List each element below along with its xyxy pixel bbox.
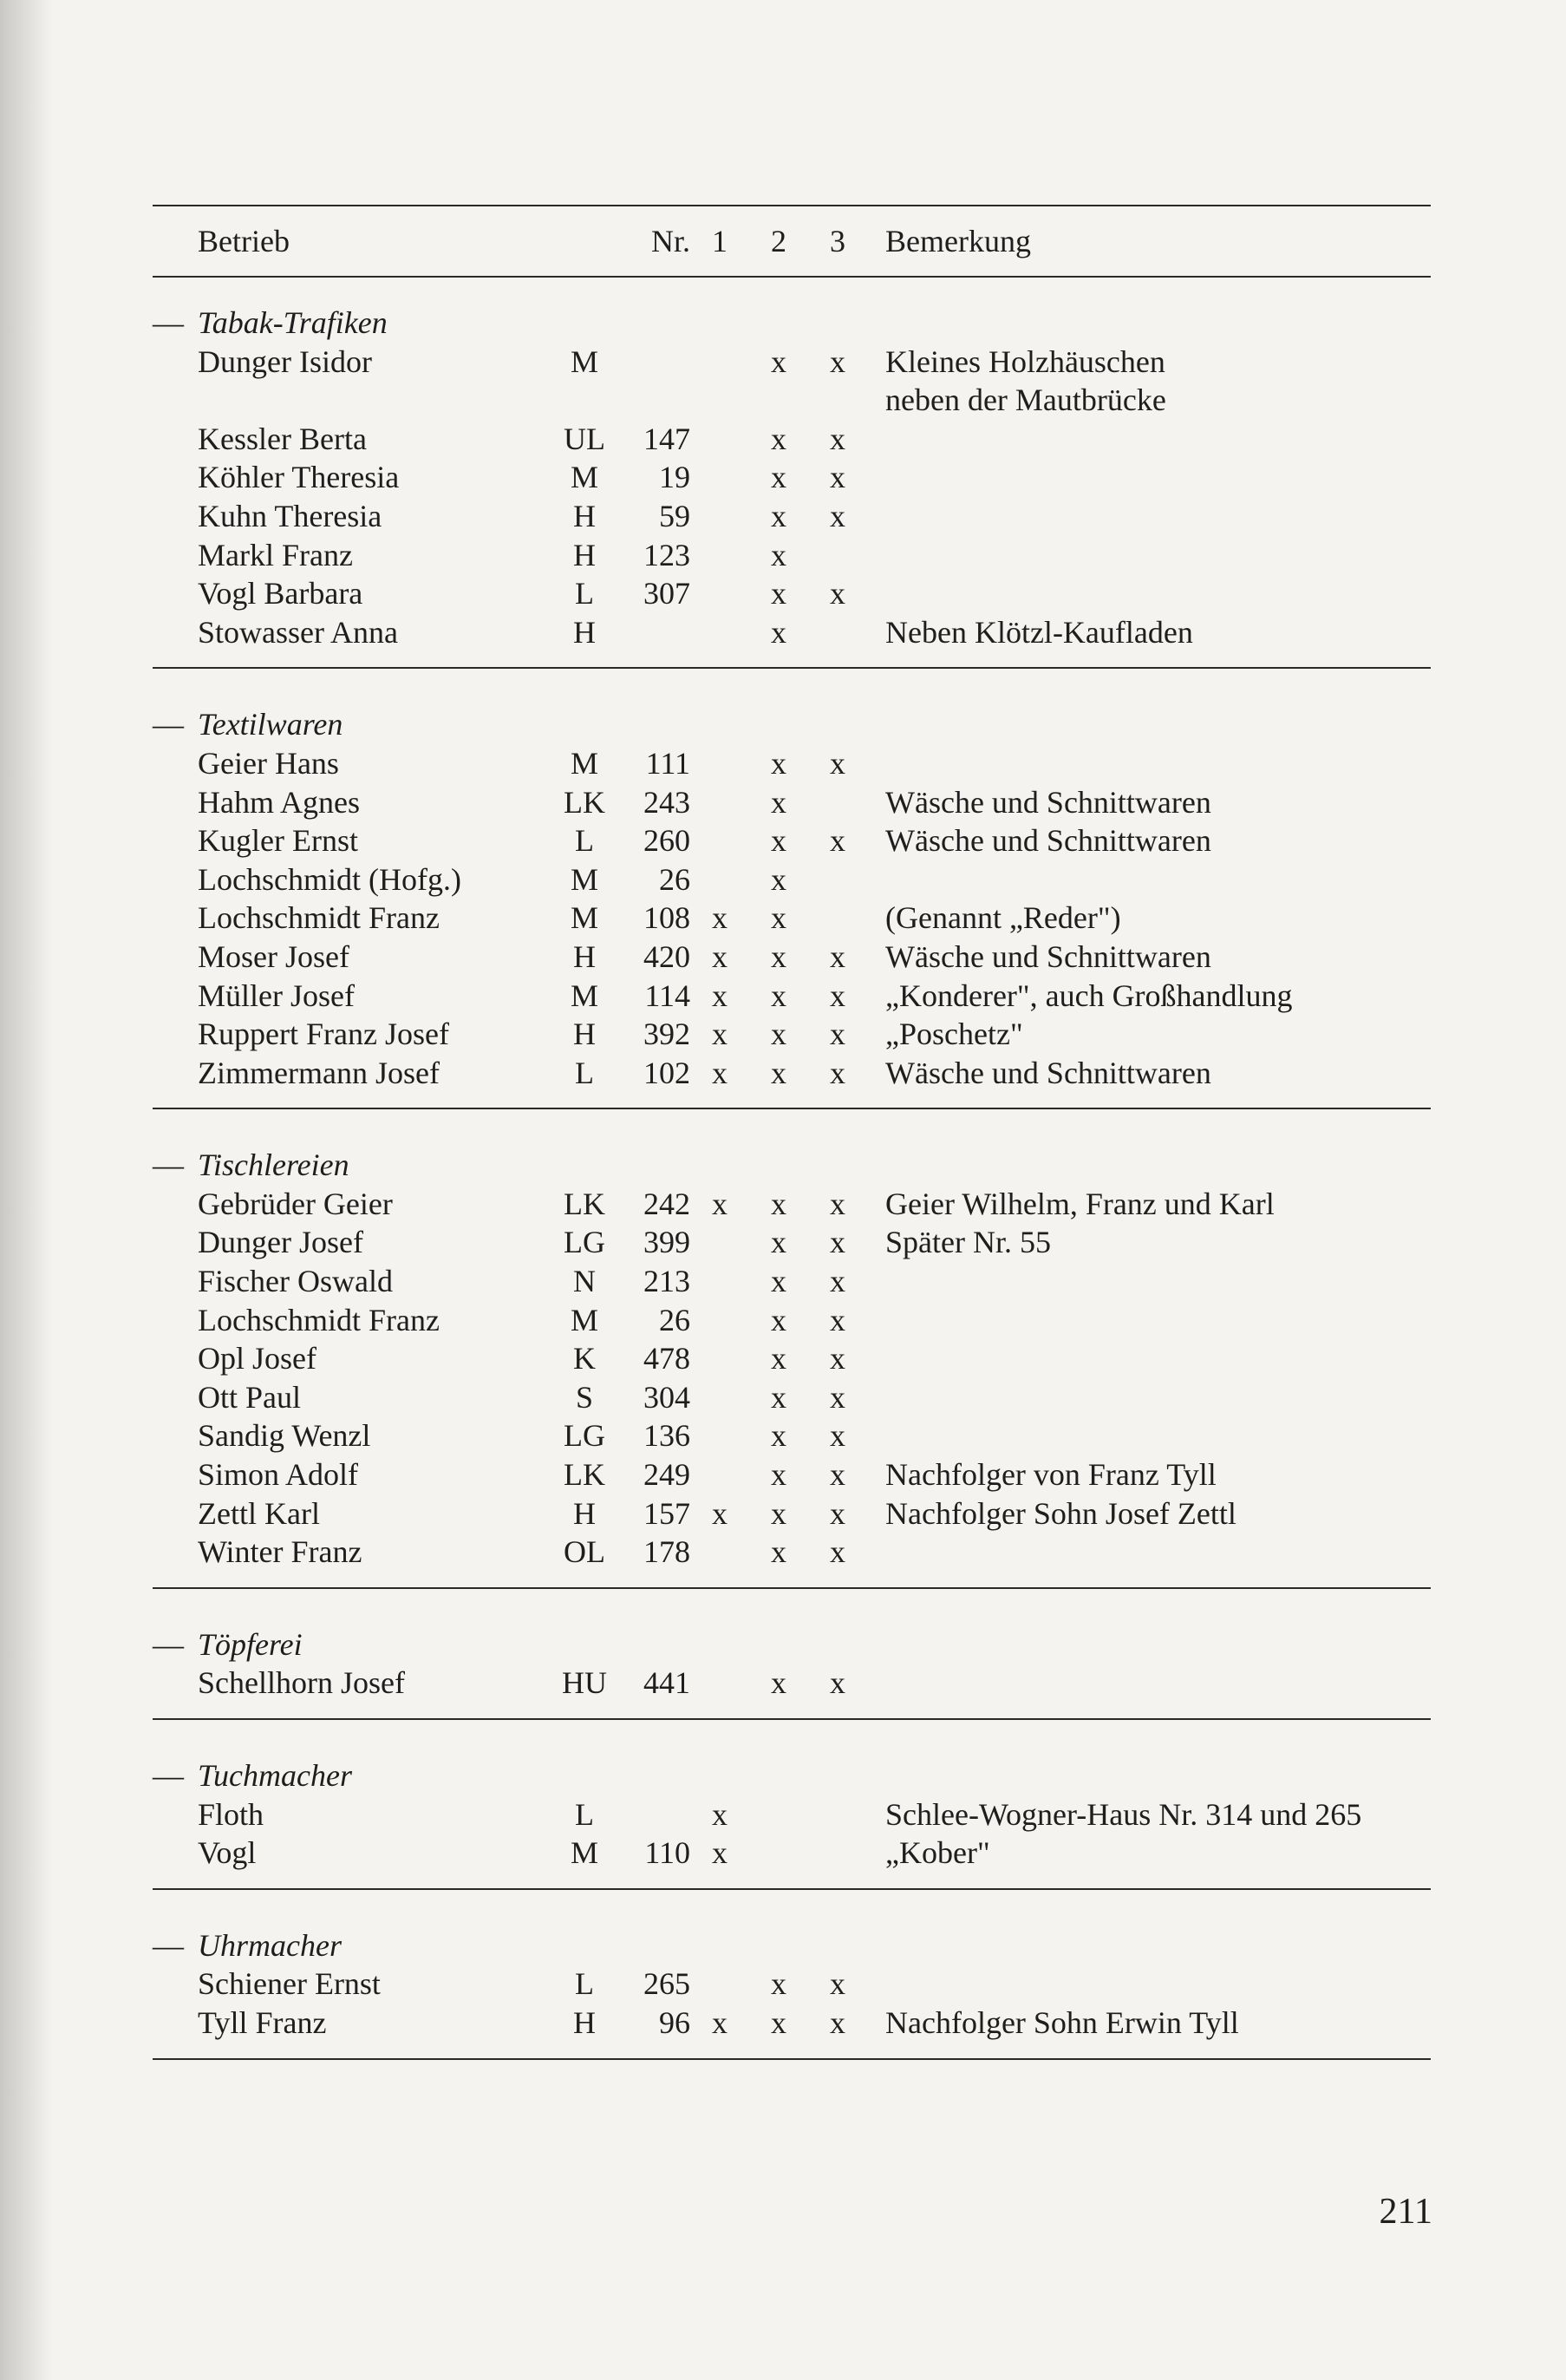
cell-col-2: x xyxy=(771,1055,786,1090)
cell-nr: 441 xyxy=(643,1665,690,1701)
cell-col-3: x xyxy=(830,576,845,611)
header-col-1: 1 xyxy=(712,224,728,258)
table-row xyxy=(153,574,1431,613)
cell-nr: 265 xyxy=(643,1966,690,2002)
table-row xyxy=(153,860,1431,899)
cell-col-3: x xyxy=(830,1379,845,1415)
cell-col-3: x xyxy=(830,1665,845,1701)
cell-code: M xyxy=(570,978,598,1013)
cell-name: Vogl xyxy=(198,1835,257,1871)
category-section xyxy=(153,1890,1431,2058)
cell-name: Ruppert Franz Josef xyxy=(198,1017,449,1052)
cell-nr: 243 xyxy=(643,784,690,820)
category-heading xyxy=(153,1756,1431,1795)
cell-name: Winter Franz xyxy=(198,1534,362,1570)
business-table xyxy=(153,205,1431,2060)
cell-remark: Wäsche und Schnittwaren xyxy=(885,784,1211,820)
cell-nr: 26 xyxy=(659,1302,690,1337)
cell-col-3: x xyxy=(830,823,845,859)
table-row xyxy=(153,1664,1431,1703)
cell-remark: Kleines Holzhäuschen xyxy=(885,343,1165,379)
cell-col-1: x xyxy=(712,978,728,1013)
cell-code: M xyxy=(570,745,598,781)
cell-col-3: x xyxy=(830,1017,845,1052)
cell-col-3: x xyxy=(830,1225,845,1260)
cell-col-1: x xyxy=(712,1495,728,1531)
table-row xyxy=(153,1795,1431,1834)
cell-col-2: x xyxy=(771,900,786,936)
cell-name: Stowasser Anna xyxy=(198,614,398,650)
cell-nr: 26 xyxy=(659,861,690,897)
table-row xyxy=(153,1455,1431,1494)
cell-col-1: x xyxy=(712,1017,728,1052)
cell-nr: 19 xyxy=(659,460,690,495)
cell-name: Kuhn Theresia xyxy=(198,498,382,533)
table-row xyxy=(153,1494,1431,1533)
cell-name: Müller Josef xyxy=(198,978,355,1013)
cell-col-2: x xyxy=(771,1495,786,1531)
cell-col-3: x xyxy=(830,1264,845,1299)
cell-name: Zimmermann Josef xyxy=(198,1055,440,1090)
cell-name: Dunger Josef xyxy=(198,1225,363,1260)
cell-col-2: x xyxy=(771,1017,786,1052)
cell-remark: Neben Klötzl-Kaufladen xyxy=(885,614,1193,650)
table-row xyxy=(153,783,1431,822)
cell-name: Hahm Agnes xyxy=(198,784,360,820)
cell-col-2: x xyxy=(771,421,786,456)
cell-col-2: x xyxy=(771,2004,786,2040)
cell-code: M xyxy=(570,1835,598,1871)
table-row xyxy=(153,1378,1431,1417)
cell-name: Geier Hans xyxy=(198,745,339,781)
cell-col-1: x xyxy=(712,1835,728,1871)
cell-code: HU xyxy=(562,1665,607,1701)
cell-remark: neben der Mautbrücke xyxy=(885,382,1166,418)
cell-col-3: x xyxy=(830,1457,845,1493)
cell-remark: „Poschetz" xyxy=(885,1017,1023,1052)
cell-remark: Geier Wilhelm, Franz und Karl xyxy=(885,1186,1275,1221)
cell-col-2: x xyxy=(771,343,786,379)
cell-remark: Später Nr. 55 xyxy=(885,1225,1051,1260)
category-heading xyxy=(153,1926,1431,1965)
cell-name: Lochschmidt Franz xyxy=(198,1302,440,1337)
category-section xyxy=(153,1589,1431,1718)
category-heading xyxy=(153,1625,1431,1664)
cell-name: Floth xyxy=(198,1796,264,1832)
cell-code: M xyxy=(570,861,598,897)
cell-name: Fischer Oswald xyxy=(198,1264,393,1299)
cell-code: OL xyxy=(564,1534,605,1570)
category-dash: — xyxy=(153,1626,184,1662)
cell-nr: 123 xyxy=(643,537,690,572)
table-row xyxy=(153,343,1431,382)
cell-code: LK xyxy=(564,1457,605,1493)
cell-remark: Nachfolger von Franz Tyll xyxy=(885,1457,1217,1493)
cell-col-2: x xyxy=(771,576,786,611)
cell-col-2: x xyxy=(771,1457,786,1493)
cell-col-3: x xyxy=(830,1495,845,1531)
cell-col-3: x xyxy=(830,1418,845,1454)
cell-col-2: x xyxy=(771,1418,786,1454)
table-row xyxy=(153,1054,1431,1093)
cell-code: L xyxy=(575,576,594,611)
table-row xyxy=(153,381,1431,420)
cell-name: Schellhorn Josef xyxy=(198,1665,405,1701)
header-col-2: 2 xyxy=(771,224,786,258)
header-betrieb: Betrieb xyxy=(198,224,290,258)
cell-col-1: x xyxy=(712,1796,728,1832)
table-row xyxy=(153,821,1431,860)
cell-code: M xyxy=(570,343,598,379)
cell-code: UL xyxy=(564,421,605,456)
table-row xyxy=(153,744,1431,783)
cell-code: LG xyxy=(564,1225,605,1260)
category-dash: — xyxy=(153,1758,184,1793)
table-row xyxy=(153,1834,1431,1873)
page-number: 211 xyxy=(1379,2192,1432,2232)
cell-remark: Wäsche und Schnittwaren xyxy=(885,1055,1211,1090)
cell-code: LK xyxy=(564,1186,605,1221)
cell-col-2: x xyxy=(771,498,786,533)
page-edge-shadow xyxy=(0,0,52,2380)
table-row xyxy=(153,899,1431,938)
table-header xyxy=(153,206,1431,276)
cell-code: LK xyxy=(564,784,605,820)
cell-remark: Schlee-Wogner-Haus Nr. 314 und 265 xyxy=(885,1796,1362,1832)
cell-col-1: x xyxy=(712,2004,728,2040)
category-section xyxy=(153,278,1431,667)
cell-code: S xyxy=(575,1379,594,1415)
table-row xyxy=(153,420,1431,459)
category-dash: — xyxy=(153,305,184,340)
cell-nr: 304 xyxy=(643,1379,690,1415)
cell-nr: 102 xyxy=(643,1055,690,1090)
cell-name: Gebrüder Geier xyxy=(198,1186,393,1221)
cell-col-2: x xyxy=(771,537,786,572)
category-name: Tuchmacher xyxy=(198,1758,352,1793)
cell-col-2: x xyxy=(771,1264,786,1299)
cell-col-3: x xyxy=(830,745,845,781)
cell-code: H xyxy=(573,537,596,572)
cell-col-1: x xyxy=(712,1055,728,1090)
table-row xyxy=(153,1965,1431,2004)
cell-name: Zettl Karl xyxy=(198,1495,320,1531)
cell-code: H xyxy=(573,1495,596,1531)
cell-remark: Wäsche und Schnittwaren xyxy=(885,938,1211,974)
category-name: Textilwaren xyxy=(198,707,343,742)
cell-col-3: x xyxy=(830,2004,845,2040)
cell-col-2: x xyxy=(771,745,786,781)
cell-col-1: x xyxy=(712,900,728,936)
category-name: Tabak-Trafiken xyxy=(198,305,388,340)
cell-name: Vogl Barbara xyxy=(198,576,363,611)
cell-name: Sandig Wenzl xyxy=(198,1418,371,1454)
cell-col-3: x xyxy=(830,421,845,456)
cell-code: H xyxy=(573,1017,596,1052)
cell-nr: 260 xyxy=(643,823,690,859)
category-section xyxy=(153,669,1431,1108)
cell-nr: 213 xyxy=(643,1264,690,1299)
cell-code: H xyxy=(573,2004,596,2040)
cell-col-2: x xyxy=(771,1341,786,1376)
cell-col-3: x xyxy=(830,343,845,379)
cell-name: Kessler Berta xyxy=(198,421,367,456)
category-name: Tischlereien xyxy=(198,1148,349,1183)
cell-col-2: x xyxy=(771,823,786,859)
cell-code: L xyxy=(575,823,594,859)
cell-nr: 420 xyxy=(643,938,690,974)
cell-nr: 242 xyxy=(643,1186,690,1221)
cell-code: K xyxy=(573,1341,596,1376)
cell-code: M xyxy=(570,900,598,936)
table-sections xyxy=(153,278,1431,2060)
table-row xyxy=(153,1262,1431,1301)
cell-col-3: x xyxy=(830,1302,845,1337)
cell-col-3: x xyxy=(830,498,845,533)
cell-nr: 110 xyxy=(644,1835,690,1871)
cell-col-2: x xyxy=(771,784,786,820)
cell-name: Moser Josef xyxy=(198,938,349,974)
cell-code: N xyxy=(573,1264,596,1299)
cell-code: M xyxy=(570,1302,598,1337)
table-row xyxy=(153,1015,1431,1054)
cell-col-3: x xyxy=(830,978,845,1013)
table-row xyxy=(153,1223,1431,1262)
cell-name: Dunger Isidor xyxy=(198,343,372,379)
category-dash: — xyxy=(153,1148,184,1183)
cell-nr: 114 xyxy=(644,978,690,1013)
cell-remark: Nachfolger Sohn Erwin Tyll xyxy=(885,2004,1239,2040)
category-name: Uhrmacher xyxy=(198,1927,342,1963)
cell-name: Simon Adolf xyxy=(198,1457,359,1493)
cell-nr: 147 xyxy=(643,421,690,456)
cell-nr: 59 xyxy=(659,498,690,533)
cell-nr: 136 xyxy=(643,1418,690,1454)
table-row xyxy=(153,497,1431,536)
cell-code: H xyxy=(573,498,596,533)
cell-name: Schiener Ernst xyxy=(198,1966,381,2002)
table-row xyxy=(153,938,1431,977)
category-section xyxy=(153,1109,1431,1587)
cell-col-3: x xyxy=(830,1341,845,1376)
section-divider-rule xyxy=(153,2058,1431,2060)
cell-code: L xyxy=(575,1055,594,1090)
cell-code: H xyxy=(573,938,596,974)
table-row xyxy=(153,1185,1431,1224)
table-row xyxy=(153,977,1431,1016)
cell-remark: „Konderer", auch Großhandlung xyxy=(885,978,1293,1013)
cell-col-2: x xyxy=(771,861,786,897)
category-dash: — xyxy=(153,707,184,742)
cell-nr: 249 xyxy=(643,1457,690,1493)
cell-nr: 108 xyxy=(643,900,690,936)
cell-col-1: x xyxy=(712,938,728,974)
cell-nr: 96 xyxy=(659,2004,690,2040)
table-row xyxy=(153,1339,1431,1378)
cell-col-2: x xyxy=(771,1186,786,1221)
cell-remark: „Kober" xyxy=(885,1835,990,1871)
table-row xyxy=(153,1416,1431,1455)
cell-col-3: x xyxy=(830,938,845,974)
table-row xyxy=(153,2004,1431,2043)
cell-col-2: x xyxy=(771,1665,786,1701)
cell-col-2: x xyxy=(771,978,786,1013)
cell-name: Lochschmidt (Hofg.) xyxy=(198,861,461,897)
header-nr: Nr. xyxy=(651,224,690,258)
category-heading xyxy=(153,304,1431,343)
cell-nr: 307 xyxy=(643,576,690,611)
cell-nr: 478 xyxy=(643,1341,690,1376)
cell-col-2: x xyxy=(771,614,786,650)
cell-remark: Nachfolger Sohn Josef Zettl xyxy=(885,1495,1236,1531)
table-row xyxy=(153,1533,1431,1572)
cell-nr: 178 xyxy=(643,1534,690,1570)
cell-code: M xyxy=(570,460,598,495)
header-col-3: 3 xyxy=(830,224,845,258)
cell-col-3: x xyxy=(830,1534,845,1570)
cell-nr: 157 xyxy=(643,1495,690,1531)
header-bemerkung: Bemerkung xyxy=(885,224,1031,258)
cell-name: Opl Josef xyxy=(198,1341,316,1376)
cell-col-3: x xyxy=(830,460,845,495)
cell-col-2: x xyxy=(771,1302,786,1337)
cell-col-3: x xyxy=(830,1966,845,2002)
cell-remark: Wäsche und Schnittwaren xyxy=(885,823,1211,859)
cell-code: L xyxy=(575,1966,594,2002)
cell-col-2: x xyxy=(771,1966,786,2002)
cell-name: Tyll Franz xyxy=(198,2004,327,2040)
table-row xyxy=(153,613,1431,652)
cell-code: LG xyxy=(564,1418,605,1454)
cell-col-1: x xyxy=(712,1186,728,1221)
cell-col-2: x xyxy=(771,1379,786,1415)
cell-col-3: x xyxy=(830,1186,845,1221)
cell-col-2: x xyxy=(771,938,786,974)
cell-name: Markl Franz xyxy=(198,537,353,572)
cell-code: H xyxy=(573,614,596,650)
category-dash: — xyxy=(153,1927,184,1963)
category-heading xyxy=(153,1146,1431,1185)
cell-name: Lochschmidt Franz xyxy=(198,900,440,936)
category-section xyxy=(153,1720,1431,1888)
cell-col-3: x xyxy=(830,1055,845,1090)
cell-nr: 392 xyxy=(643,1017,690,1052)
cell-name: Kugler Ernst xyxy=(198,823,358,859)
cell-col-2: x xyxy=(771,460,786,495)
cell-nr: 111 xyxy=(645,745,690,781)
category-heading xyxy=(153,705,1431,744)
table-row xyxy=(153,458,1431,497)
cell-name: Ott Paul xyxy=(198,1379,302,1415)
cell-col-2: x xyxy=(771,1225,786,1260)
table-row xyxy=(153,1301,1431,1340)
cell-remark: (Genannt „Reder") xyxy=(885,900,1121,936)
cell-nr: 399 xyxy=(643,1225,690,1260)
table-row xyxy=(153,536,1431,575)
cell-col-2: x xyxy=(771,1534,786,1570)
category-name: Töpferei xyxy=(198,1626,303,1662)
cell-name: Köhler Theresia xyxy=(198,460,400,495)
cell-code: L xyxy=(575,1796,594,1832)
